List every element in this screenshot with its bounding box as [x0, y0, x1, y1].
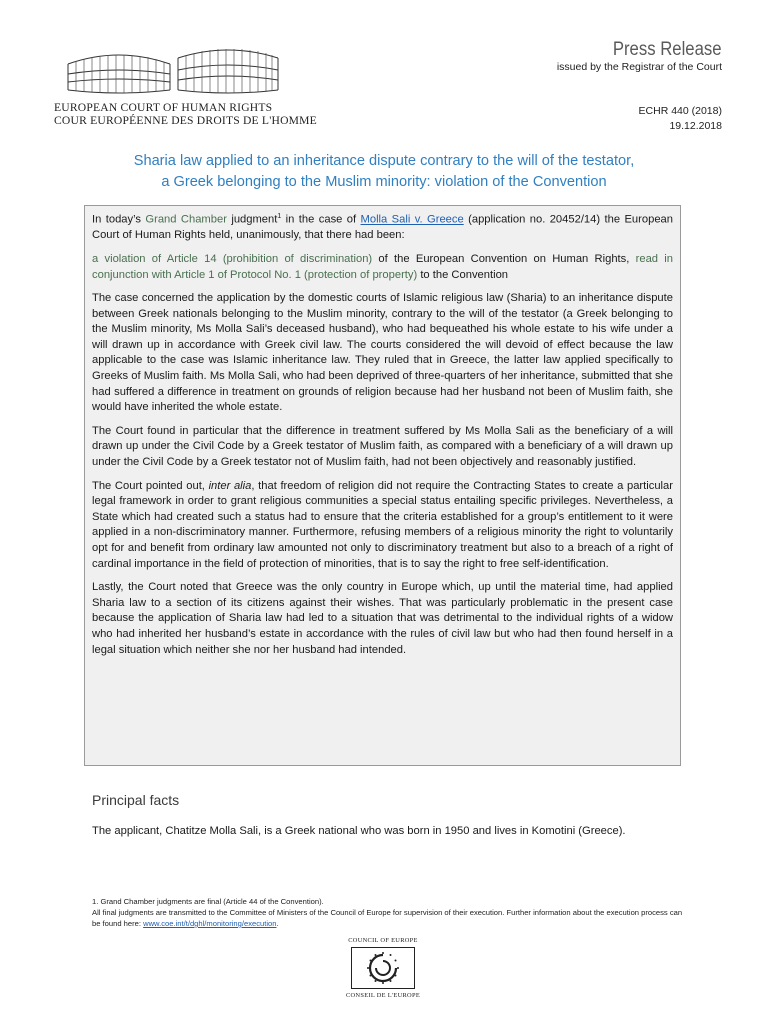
release-date: 19.12.2018: [669, 120, 722, 132]
council-name-fr: CONSEIL DE L'EUROPE: [345, 992, 421, 999]
footnote-mark[interactable]: 1: [277, 213, 282, 220]
case-link[interactable]: Molla Sali v. Greece: [360, 213, 464, 226]
footnote-2-text: All final judgments are transmitted to the Committee of Ministers of the Council of Europe for supervision of their execution. Further information about the execution process can be found here:: [92, 908, 683, 928]
council-of-europe-logo: [343, 937, 423, 999]
principal-facts-body: The applicant, Chatitze Molla Sali, is a Greek national who was born in 1950 and lives in Komotini (Greece).: [92, 825, 626, 837]
para3-italic: inter alia: [208, 479, 252, 492]
issued-by: issued by the Registrar of the Court: [556, 61, 722, 73]
summary-intro: [92, 209, 673, 244]
court-logo: [54, 44, 317, 127]
reference-number: ECHR 440 (2018): [638, 105, 722, 117]
footnote-1: 1. Grand Chamber judgments are final (Article 44 of the Convention).: [92, 897, 324, 906]
council-name-en: COUNCIL OF EUROPE: [348, 937, 418, 944]
para3-start: The Court pointed out,: [92, 479, 209, 492]
intro-prefix: In today’s: [92, 213, 146, 226]
council-stars-icon: [363, 951, 403, 985]
para3-rest: , that freedom of religion did not require the Contracting States to create a particular legal framework in order to grant religious communities a special status entailing specific privileges. Nevertheless, a State which had created such a status had to ensure that the criteria established for a group’s entitlement to it were applied in a non-discriminatory manner. Furthermore, refusing members of a religious minority the right to voluntarily opt for and benefit from ordinary law amounted not only to discriminatory treatment but also to a breach of a right of cardinal importance in the field of protection of minorities, that is to say the right to free self-identification.: [92, 479, 673, 570]
headline-line-1: Sharia law applied to an inheritance dispute contrary to the will of the testator,: [133, 153, 635, 169]
intro-judgment: judgment: [226, 213, 278, 226]
footnotes: [92, 896, 686, 929]
violation-protocol: read in conjunction with Article 1 of Protocol No. 1 (protection of property): [92, 252, 673, 281]
footnote-2: [92, 907, 686, 929]
court-name-fr: COUR EUROPÉENNE DES DROITS DE L'HOMME: [54, 114, 317, 127]
violation-article-14: a violation of Article 14 (prohibition of discrimination): [92, 252, 373, 265]
summary-paragraph-4: Lastly, the Court noted that Greece was the only country in Europe which, up until the material time, had applied Sharia law to a section of its citizens against their wishes. That was particularly problematic in the present case because the application of Sharia law had led to a situation that was detrimental to the individual rights of a widow who had inherited her husband’s estate in accordance with the rules of civil law but who had then found herself in a legal situation which neither she nor her husband had intended.: [92, 581, 673, 656]
violation-statement: [92, 252, 673, 283]
violation-suffix: to the Convention: [417, 268, 509, 281]
footnote-2-end: .: [276, 919, 279, 928]
summary-paragraph-1: The case concerned the application by the domestic courts of Islamic religious law (Sharia) to an inheritance dispute between Greek nationals belonging to the Muslim minority, contrary to the will of the testator (a Greek belonging to the Muslim minority, Ms Molla Sali’s deceased husband), who had bequeathed his whole estate to his wife under a will drawn up in accordance with Greek civil law. The courts considered the will devoid of effect because the law applicable to the case was Islamic inheritance law. They ruled that in Greece, the latter law applied specifically to Greeks of Muslim faith. Ms Molla Sali, who had been deprived of three-quarters of her inheritance, submitted that she had suffered a difference in treatment on grounds of religion because had her husband not been of Muslim faith, she would have inherited the whole estate.: [92, 292, 673, 414]
intro-suffix: (application no. 20452/14) the European Court of Human Rights held, unanimously, that there had been:: [92, 213, 673, 242]
principal-facts-heading: Principal facts: [92, 792, 180, 808]
summary-box: [84, 205, 681, 766]
summary-paragraph-3: [92, 479, 673, 573]
court-building-icon: [64, 44, 284, 96]
grand-chamber-label: Grand Chamber: [145, 213, 227, 226]
violation-convention: of the European Convention on Human Rights,: [372, 252, 636, 265]
court-name-en: EUROPEAN COURT OF HUMAN RIGHTS: [54, 101, 273, 114]
headline-line-2: a Greek belonging to the Muslim minority: violation of the Convention: [161, 174, 607, 190]
headline: [60, 151, 708, 193]
press-release-title: Press Release: [613, 39, 722, 60]
execution-link[interactable]: www.coe.int/t/dghl/monitoring/execution: [143, 919, 277, 928]
intro-case: in the case of: [281, 213, 361, 226]
summary-paragraph-2: The Court found in particular that the difference in treatment suffered by Ms Molla Sali as the beneficiary of a will drawn up under the Civil Code by a Greek testator of Muslim faith, as compared with a beneficiary of a will drawn up under the Civil Code by a Greek testator not of Muslim faith, had not been objectively and reasonably justified.: [92, 424, 673, 469]
reference-block: [639, 104, 722, 134]
council-emblem: [351, 947, 415, 989]
